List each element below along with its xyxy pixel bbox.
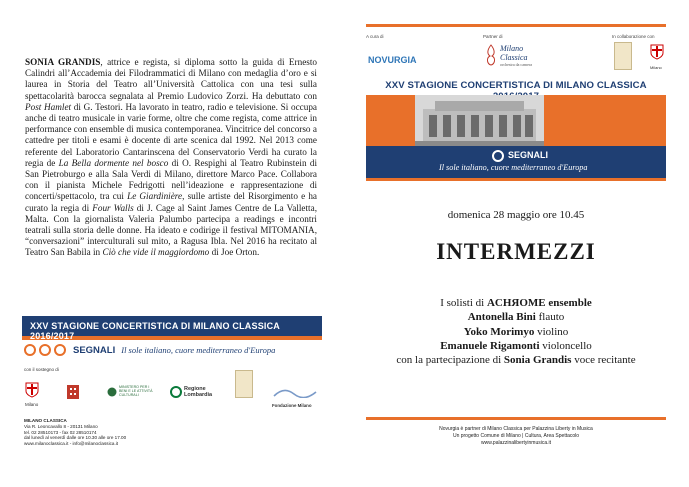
- footer-line: [366, 417, 666, 420]
- milano-crest-logo: [25, 382, 39, 407]
- text-run: Yoko Morimyo: [463, 325, 535, 338]
- contact-address: Via R. Leoncavallo 8 - 20131 Milano: [24, 423, 98, 429]
- spiral-icon: [39, 344, 51, 356]
- text-run: di J. Cage al Saint James Centre de La Valletta, Malta. Con la giornalista Valeria Palumbo partecipa a readings e incontri teatrali sulla storia delle donne. Ha ideato e codirige il festival MITOMANIA, “conversazioni” interculturali sul mito, a Ragusa Ibla. Nel 2016 ha recitato al Teatro San Babila in: [25, 202, 317, 258]
- right-banner-bottom-line: [366, 178, 666, 181]
- regione-label: Regione Lombardia: [184, 386, 213, 398]
- decorative-sponsor-logo: [235, 370, 253, 398]
- contact-org: MILANO CLASSICA: [24, 418, 67, 423]
- contact-block: [24, 418, 174, 447]
- ministero-label: MINISTERO PER I BENI E LE ATTIVITÀ CULTURALI: [119, 385, 153, 398]
- footer-line-2: Un progetto Comune di Milano | Cultura, Area Spettacolo: [452, 433, 580, 440]
- text-run: di Joe Orton.: [209, 247, 260, 258]
- performer-line: [366, 353, 666, 367]
- ministero-logo: [107, 385, 157, 401]
- right-season-title: XXV STAGIONE CONCERTISTICA DI MILANO CLASSICA: [385, 80, 647, 91]
- text-run: I solisti di: [440, 297, 487, 309]
- novurgia-logo: [368, 55, 417, 65]
- text-run: Four Walls: [92, 202, 134, 213]
- text-run: di O. Respighi al Teatro Rubinstein di San Pietroburgo e alla Sala Verdi di Milano, direttore Marco Pace. Collabora con il pianista Michele Fedrigotti nell’ideazione e rappresentazione di concerti/spettacolo, tra cui: [25, 157, 317, 202]
- text-run: violino: [534, 325, 569, 338]
- fondazione-logo: [272, 385, 318, 408]
- footer-line-1: Novurgia è partner di Milano Classica per Palazzina Liberty in Musica: [439, 426, 593, 432]
- text-run: La Bella dormente nel bosco: [58, 157, 169, 168]
- performer-line: [366, 296, 666, 310]
- text-run: Sonia Grandis: [503, 354, 572, 367]
- fondazione-label: Fondazione Milano: [272, 403, 312, 408]
- footer-web[interactable]: www.palazzinalibertyinmusica.it: [480, 440, 552, 447]
- spiral-icon: [24, 344, 36, 356]
- performer-line: [366, 339, 666, 353]
- novurgia-text: NOVURGIA: [368, 55, 417, 65]
- text-run: di G. Testori. Ha lavorato in teatro, radio e televisione. Si occupa anche di teatro musicale in varie forme, oltre che come regista, come attrice in performance con ensemble di musica contemporanea. Vincitrice del concorso a cattedre per titoli e esami è docente di arte scenica dal 1992. Nel 2013 come referente del Laboratorio Cantarinscena del Conservatorio Verdi ha curato la regia de: [25, 101, 317, 168]
- milano-classica-logo: [484, 44, 544, 67]
- event-date: domenica 28 maggio ore 10.45: [447, 209, 585, 221]
- text-run: ACHЯOME ensemble: [486, 297, 592, 309]
- text-run: Post Hamlet: [25, 101, 72, 112]
- text-run: Ciò che vide il maggiordomo: [102, 247, 210, 258]
- text-run: Emanuele Rigamonti: [440, 339, 540, 352]
- label-a-cura: A cura di: [366, 34, 384, 39]
- right-segnali-subtitle: Il sole italiano, cuore mediterraneo d'Europa: [439, 163, 588, 172]
- contact-hours: dal lunedì al venerdì dalle ore 10.30 alle ore 17.00: [24, 435, 127, 441]
- performer-line: [366, 325, 666, 339]
- text-run: , attrice e regista, si diploma sotto la guida di Ernesto Calindri all’Accademia dei Filodrammatici di Milano con medaglia d’oro e si laurea in Storia del Teatro all’Università Cattolica con una tesi sulla spettacolarità barocca segnalata al Premio Ludovico Zorzi. Ha debuttato con: [25, 57, 317, 101]
- performer-line: [366, 310, 666, 324]
- label-collaborazione: In collaborazione con: [612, 34, 655, 39]
- segnali-subtitle: Il sole italiano, cuore mediterraneo d'Europa: [121, 345, 276, 355]
- text-run: flauto: [535, 311, 565, 324]
- spiral-icon: [54, 344, 66, 356]
- milano-classica-sub: orchestra da camera: [500, 62, 532, 67]
- collab-decorative-logo: [614, 42, 632, 70]
- spiral-icon: [492, 150, 504, 162]
- text-run: voce recitante: [571, 354, 636, 367]
- sponsor-label: con il sostegno di: [24, 367, 59, 372]
- left-season-title: XXV STAGIONE CONCERTISTICA DI MILANO CLASSICA 2016/2017: [30, 321, 280, 341]
- text-run: con la partecipazione di: [396, 354, 504, 367]
- performers-list: [366, 296, 666, 367]
- segnali-title: SEGNALI: [73, 344, 116, 356]
- violin-icon: [484, 44, 498, 66]
- text-run: SONIA GRANDIS: [25, 57, 101, 67]
- right-segnali-title: SEGNALI: [508, 150, 549, 160]
- milano-classica-text: Milano Classica: [500, 44, 528, 62]
- text-run: Antonella Bini: [467, 311, 536, 324]
- right-segnali-banner: [366, 146, 666, 178]
- contact-web[interactable]: www.milanoclassica.it - info@milanoclassica.it: [24, 441, 119, 447]
- building-image: [415, 95, 544, 146]
- left-segnali-logo: [24, 342, 275, 358]
- red-sponsor-logo: [67, 385, 79, 399]
- footer-text: [366, 426, 666, 448]
- text-run: violoncello: [539, 339, 592, 352]
- right-milano-label: Milano: [650, 65, 662, 70]
- text-run: Le Giardinière: [127, 191, 183, 202]
- text-run: , sulle artiste del Risorgimento e ha curato la regia di: [25, 191, 317, 213]
- left-season-banner: [22, 316, 322, 340]
- regione-lombardia-logo: [170, 386, 220, 400]
- palazzina-photo: [366, 95, 666, 146]
- contact-phone: tel. 02 28510173 - fax 02 28510174: [24, 429, 97, 435]
- bio-text: [25, 57, 317, 259]
- milano-logo-label: Milano: [25, 402, 39, 407]
- right-top-line: [366, 24, 666, 27]
- right-milano-crest: [650, 44, 664, 70]
- event-title: INTERMEZZI: [436, 239, 596, 264]
- label-partner: Partner di: [483, 34, 503, 39]
